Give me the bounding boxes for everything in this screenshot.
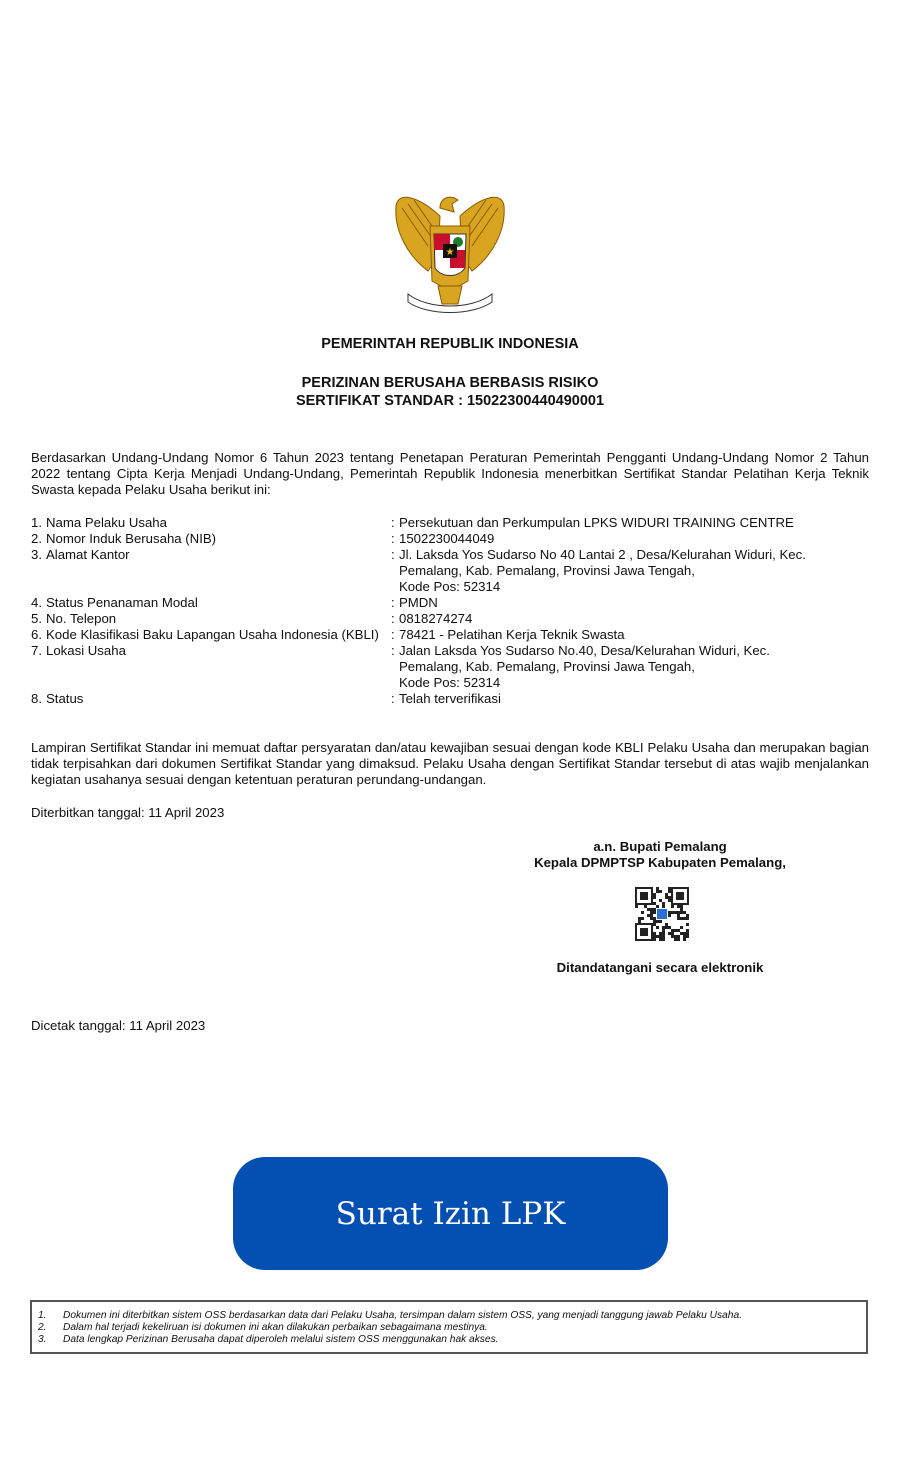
button-label: Surat Izin LPK <box>335 1195 566 1232</box>
field-value: Pemalang, Kab. Pemalang, Provinsi Jawa Tengah, <box>399 659 695 674</box>
field-row: 2. Nomor Induk Berusaha (NIB) : 1502230044049 <box>31 531 871 547</box>
signatory-line-1: a.n. Bupati Pemalang <box>593 839 727 854</box>
field-value: 0818274274 <box>399 611 473 626</box>
attachment-paragraph: Lampiran Sertifikat Standar ini memuat daftar persyaratan dan/atau kewajiban sesuai dengan kode KBLI Pelaku Usaha dan merupakan bagian tidak terpisahkan dari dokumen Sertifikat Standar yang dimaksud. Pelaku Usaha dengan Sertifikat Standar tersebut di atas wajib menjalankan kegiatan usahanya sesuai dengan ketentuan peraturan perundang-undangan. <box>31 740 869 787</box>
permit-title: PERIZINAN BERUSAHA BERBASIS RISIKO <box>301 375 599 391</box>
government-heading: PEMERINTAH REPUBLIK INDONESIA <box>321 336 579 352</box>
garuda-emblem <box>388 186 512 316</box>
signatory-block <box>500 839 820 871</box>
field-value: Jl. Laksda Yos Sudarso No 40 Lantai 2 , Desa/Kelurahan Widuri, Kec. <box>399 547 806 562</box>
field-value: Persekutuan dan Perkumpulan LPKS WIDURI TRAINING CENTRE <box>399 515 794 530</box>
certificate-number: SERTIFIKAT STANDAR : 15022300440490001 <box>295 393 605 409</box>
field-value: 1502230044049 <box>399 531 495 546</box>
field-label: No. Telepon <box>46 611 117 626</box>
svg-text:★: ★ <box>445 247 455 258</box>
field-value: PMDN <box>399 595 438 610</box>
field-row: 5. No. Telepon : 0818274274 <box>31 611 871 627</box>
business-details <box>31 515 871 707</box>
field-label: Nomor Induk Berusaha (NIB) <box>46 531 217 546</box>
field-value: 78421 - Pelatihan Kerja Teknik Swasta <box>399 627 625 642</box>
intro-paragraph: Berdasarkan Undang-Undang Nomor 6 Tahun 2023 tentang Penetapan Peraturan Pemerintah Pengganti Undang-Undang Nomor 2 Tahun 2022 tentang Cipta Kerja Menjadi Undang-Undang, Pemerintah Republik Indonesia menerbitkan Sertifikat Standar Pelatihan Kerja Teknik Swasta kepada Pelaku Usaha berikut ini: <box>31 450 869 497</box>
printed-date: Dicetak tanggal: 11 April 2023 <box>31 1018 206 1033</box>
signatory-line-2: Kepala DPMPTSP Kabupaten Pemalang, <box>534 855 786 870</box>
field-value: Pemalang, Kab. Pemalang, Provinsi Jawa Tengah, <box>399 563 695 578</box>
field-label: Status <box>46 691 84 706</box>
footnotes-box <box>30 1300 868 1354</box>
footnote: 3. Data lengkap Perizinan Berusaha dapat diperoleh melalui sistem OSS menggunakan hak akses. <box>38 1334 499 1345</box>
qr-code-icon <box>635 887 689 941</box>
field-value: Kode Pos: 52314 <box>399 579 501 594</box>
field-row: 8. Status : Telah terverifikasi <box>31 691 871 707</box>
electronic-signature-note: Ditandatangani secara elektronik <box>556 960 764 975</box>
field-row: 6. Kode Klasifikasi Baku Lapangan Usaha Indonesia (KBLI) : 78421 - Pelatihan Kerja Teknik Swasta <box>31 627 871 643</box>
certificate-heading <box>0 374 900 410</box>
field-value: Kode Pos: 52314 <box>399 675 501 690</box>
field-value: Jalan Laksda Yos Sudarso No.40, Desa/Kelurahan Widuri, Kec. <box>399 643 770 658</box>
field-row: 4. Status Penanaman Modal : PMDN <box>31 595 871 611</box>
field-row: 3. Alamat Kantor : Jl. Laksda Yos Sudarso No 40 Lantai 2 , Desa/Kelurahan Widuri, Kec. Pemalang, Kab. Pemalang, Provinsi Jawa Tengah, Kode Pos: 52314 <box>31 547 871 595</box>
field-row: 1. Nama Pelaku Usaha : Persekutuan dan Perkumpulan LPKS WIDURI TRAINING CENTRE <box>31 515 871 531</box>
field-label: Kode Klasifikasi Baku Lapangan Usaha Indonesia (KBLI) <box>46 627 379 642</box>
field-row: 7. Lokasi Usaha : Jalan Laksda Yos Sudarso No.40, Desa/Kelurahan Widuri, Kec. Pemalang, Kab. Pemalang, Provinsi Jawa Tengah, Kode Pos: 52314 <box>31 643 871 691</box>
field-label: Alamat Kantor <box>46 547 130 562</box>
footnote: 1. Dokumen ini diterbitkan sistem OSS berdasarkan data dari Pelaku Usaha, tersimpan dalam sistem OSS, yang menjadi tanggung jawab Pelaku Usaha. <box>38 1310 742 1321</box>
field-label: Status Penanaman Modal <box>46 595 198 610</box>
surat-izin-lpk-button[interactable] <box>233 1157 668 1270</box>
field-label: Nama Pelaku Usaha <box>46 515 167 530</box>
field-label: Lokasi Usaha <box>46 643 126 658</box>
issued-date: Diterbitkan tanggal: 11 April 2023 <box>31 805 225 820</box>
footnote: 2. Dalam hal terjadi kekeliruan isi dokumen ini akan dilakukan perbaikan sebagaimana mestinya. <box>38 1322 488 1333</box>
field-value: Telah terverifikasi <box>399 691 501 706</box>
